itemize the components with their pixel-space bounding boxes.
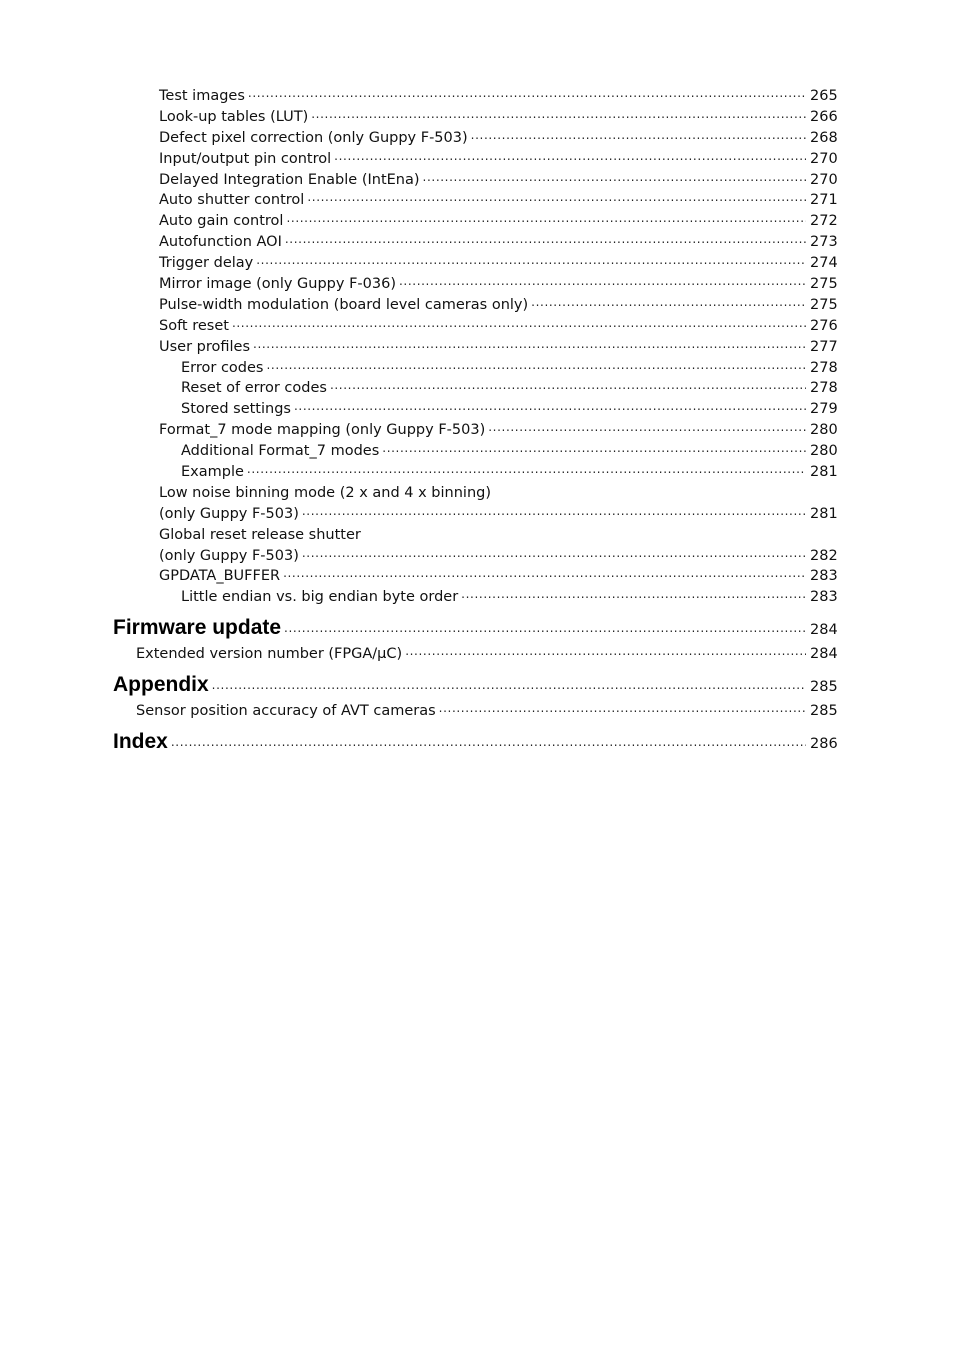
dot-leader	[405, 644, 806, 658]
toc-entry-page: 280	[810, 422, 838, 439]
dot-leader	[302, 546, 806, 560]
toc-subentry[interactable]	[113, 378, 836, 399]
toc-entry[interactable]	[113, 107, 836, 128]
toc-entry-page: 272	[810, 213, 838, 230]
toc-chapter-index[interactable]	[113, 730, 836, 758]
toc-entry-page: 271	[810, 192, 838, 209]
toc-entry[interactable]	[113, 211, 836, 232]
toc-entry-page: 278	[810, 380, 838, 397]
toc-entry-page: 265	[810, 88, 838, 104]
dot-leader	[439, 701, 806, 715]
dot-leader	[286, 211, 806, 225]
toc-entry-page: 283	[810, 589, 838, 606]
toc-entry-title: Test images	[159, 88, 245, 104]
toc-entry-title-line[interactable]: Low noise binning mode (2 x and 4 x binning)	[159, 484, 491, 501]
dot-leader	[334, 149, 806, 163]
toc-entry[interactable]	[113, 701, 836, 722]
chapter-title: Index	[113, 730, 168, 754]
toc-entry[interactable]	[113, 337, 836, 358]
toc-entry-title: Error codes	[181, 359, 264, 376]
toc-entry-title: Defect pixel correction (only Guppy F-503)	[159, 129, 468, 146]
toc-entry-title: (only Guppy F-503)	[159, 547, 299, 564]
chapter-page: 284	[810, 622, 838, 639]
dot-leader	[253, 337, 806, 351]
dot-leader	[423, 170, 806, 184]
chapter-page: 286	[810, 736, 838, 753]
toc-entry-title: Extended version number (FPGA/µC)	[136, 646, 403, 663]
toc-entry-page: 283	[810, 568, 838, 585]
toc-entry-page: 276	[810, 317, 838, 334]
toc-entry-title: Delayed Integration Enable (IntEna)	[159, 171, 420, 188]
table-of-contents	[113, 86, 836, 758]
toc-entry-page: 280	[810, 443, 838, 460]
toc-entry-page: 278	[810, 359, 838, 376]
toc-subentry[interactable]	[113, 358, 836, 379]
dot-leader	[212, 677, 806, 691]
dot-leader	[247, 462, 806, 476]
dot-leader	[531, 295, 806, 309]
toc-entry-page: 270	[810, 171, 838, 188]
toc-entry-page: 284	[810, 646, 838, 663]
dot-leader	[256, 253, 806, 267]
toc-subentry[interactable]	[113, 462, 836, 483]
toc-subentry[interactable]	[113, 399, 836, 420]
toc-chapter-appendix[interactable]	[113, 673, 836, 701]
toc-entry-title: Soft reset	[159, 317, 229, 334]
toc-entry[interactable]	[113, 546, 836, 567]
dot-leader	[294, 399, 806, 413]
dot-leader	[330, 378, 806, 392]
toc-entry[interactable]	[113, 128, 836, 149]
dot-leader	[248, 86, 806, 100]
toc-entry-title: GPDATA_BUFFER	[159, 568, 281, 585]
toc-entry-title: Look-up tables (LUT)	[159, 108, 309, 125]
toc-subentry[interactable]	[113, 587, 836, 608]
toc-entry[interactable]	[113, 274, 836, 295]
toc-entry-title: Pulse-width modulation (board level cameras only)	[159, 296, 529, 313]
toc-entry-title: Example	[181, 464, 244, 481]
toc-entry-title: Mirror image (only Guppy F-036)	[159, 276, 396, 293]
toc-entry[interactable]	[113, 232, 836, 253]
toc-entry-title: Input/output pin control	[159, 150, 332, 167]
toc-entry-title: Trigger delay	[159, 255, 254, 272]
chapter-title: Appendix	[113, 673, 209, 697]
toc-entry-title: Additional Format_7 modes	[181, 443, 380, 460]
toc-entry-page: 281	[810, 464, 838, 481]
toc-entry[interactable]	[113, 566, 836, 587]
dot-leader	[283, 566, 806, 580]
toc-entry[interactable]	[113, 170, 836, 191]
toc-entry-title: Sensor position accuracy of AVT cameras	[136, 703, 436, 720]
dot-leader	[311, 107, 806, 121]
toc-entry[interactable]	[113, 190, 836, 211]
dot-leader	[382, 441, 806, 455]
dot-leader	[399, 274, 806, 288]
toc-entry-title: User profiles	[159, 338, 251, 355]
toc-entry-page: 268	[810, 129, 838, 146]
toc-entry-page: 270	[810, 150, 838, 167]
toc-entry[interactable]	[113, 149, 836, 170]
toc-subentry[interactable]	[113, 441, 836, 462]
toc-entry-title: Auto gain control	[159, 213, 284, 230]
dot-leader	[488, 420, 806, 434]
toc-entry-page: 285	[810, 703, 838, 720]
chapter-page: 285	[810, 679, 838, 696]
toc-entry[interactable]	[113, 420, 836, 441]
toc-entry-title: Format_7 mode mapping (only Guppy F-503)	[159, 422, 486, 439]
toc-entry-page: 275	[810, 296, 838, 313]
dot-leader	[266, 358, 806, 372]
toc-entry-title: Stored settings	[181, 401, 291, 418]
chapter-title: Firmware update	[113, 616, 282, 640]
toc-entry-title: Reset of error codes	[181, 380, 327, 397]
toc-entry-page: 273	[810, 234, 838, 251]
toc-entry[interactable]	[113, 316, 836, 337]
dot-leader	[285, 232, 806, 246]
toc-entry-title: Little endian vs. big endian byte order	[181, 589, 459, 606]
toc-entry-title-line[interactable]: Global reset release shutter	[159, 526, 361, 543]
toc-entry[interactable]	[113, 504, 836, 525]
toc-entry-title: (only Guppy F-503)	[159, 505, 299, 522]
toc-entry-title: Auto shutter control	[159, 192, 305, 209]
toc-entry[interactable]	[113, 295, 836, 316]
toc-entry[interactable]	[113, 86, 836, 107]
dot-leader	[171, 734, 806, 748]
dot-leader	[307, 190, 806, 204]
dot-leader	[232, 316, 806, 330]
toc-chapter-firmware-update[interactable]	[113, 616, 836, 644]
toc-entry-title: Autofunction AOI	[159, 234, 282, 251]
toc-entry[interactable]	[113, 644, 836, 665]
toc-entry-page: 282	[810, 547, 838, 564]
toc-entry-page: 275	[810, 276, 838, 293]
toc-entry-page: 277	[810, 338, 838, 355]
toc-entry-page: 266	[810, 108, 838, 125]
dot-leader	[461, 587, 806, 601]
toc-entry-page: 279	[810, 401, 838, 418]
toc-entry[interactable]	[113, 253, 836, 274]
toc-entry-page: 274	[810, 255, 838, 272]
dot-leader	[471, 128, 806, 142]
toc-entry-page: 281	[810, 505, 838, 522]
dot-leader	[284, 620, 806, 634]
dot-leader	[302, 504, 806, 518]
